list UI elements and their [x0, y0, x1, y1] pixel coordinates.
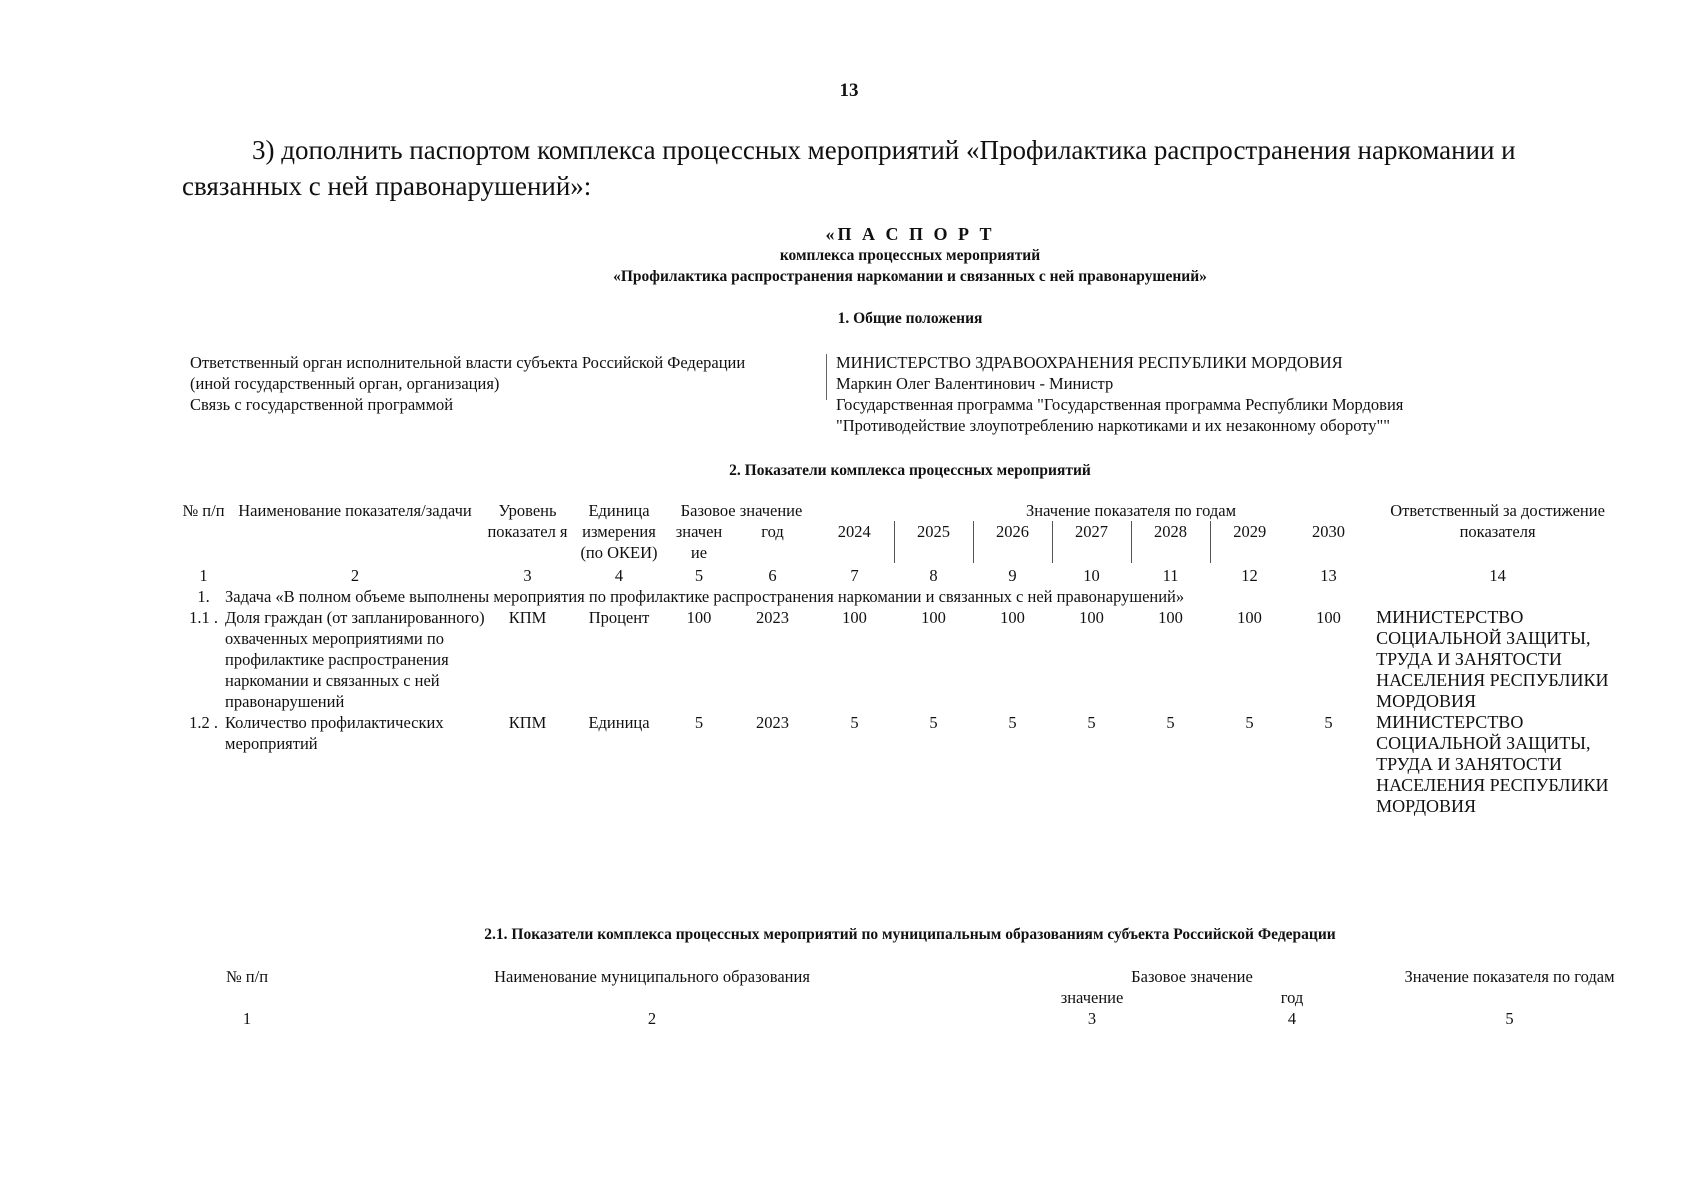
mun-colnum-4: 4 — [1287, 1009, 1297, 1028]
mun-header-by-years: Значение показателя по годам — [1404, 967, 1615, 986]
header-name: Наименование показателя/задачи — [238, 501, 472, 520]
row-value-2024: 5 — [850, 713, 859, 732]
mun-colnum-2: 2 — [647, 1009, 657, 1028]
colnum-14: 14 — [1489, 566, 1506, 585]
passport-title-block — [0, 224, 1698, 287]
colnum-7: 7 — [850, 566, 859, 585]
row-value-2029: 100 — [1237, 608, 1262, 627]
header-year-2027: 2027 — [1052, 521, 1131, 563]
header-level: Уровень показател я — [487, 501, 568, 541]
header-by-years: Значение показателя по годам — [1026, 501, 1237, 520]
general-label-program: Связь с государственной программой — [190, 395, 454, 414]
mun-header-base-value: значение — [1060, 988, 1124, 1007]
row-value-2026: 5 — [1008, 713, 1017, 732]
row-value-2024: 100 — [842, 608, 867, 627]
passport-name: «Профилактика распространения наркомании и связанных с ней правонарушений» — [613, 268, 1207, 285]
colnum-2: 2 — [350, 566, 360, 585]
general-value-program-1: Государственная программа "Государственная программа Республики Мордовия — [836, 395, 1404, 414]
colnum-11: 11 — [1162, 566, 1179, 585]
row-unit: Единица — [588, 713, 650, 732]
column-numbers-row — [182, 563, 1627, 586]
mun-header-base: Базовое значение — [1131, 967, 1253, 986]
general-label-organ: Ответственный орган исполнительной власти субъекта Российской Федерации — [190, 353, 746, 372]
mun-header-name: Наименование муниципального образования — [494, 967, 810, 986]
general-values — [836, 352, 1536, 436]
mun-colnum-3: 3 — [1087, 1009, 1097, 1028]
task-row — [182, 586, 1627, 607]
row-value-2027: 5 — [1087, 713, 1096, 732]
task-text: Задача «В полном объеме выполнены мероприятия по профилактике распространения наркомании и связанных с ней правонарушений» — [225, 587, 1185, 606]
row-level: КПМ — [508, 713, 547, 732]
header-year-2024: 2024 — [837, 522, 871, 541]
row-level: КПМ — [508, 608, 547, 627]
row-value-2030: 100 — [1316, 608, 1341, 627]
header-responsible: Ответственный за достижение показателя — [1390, 501, 1605, 541]
header-unit: Единица измерения (по ОКЕИ) — [580, 501, 658, 562]
mun-header-base-year: год — [1280, 988, 1304, 1007]
colnum-3: 3 — [523, 566, 532, 585]
row-value-2030: 5 — [1324, 713, 1333, 732]
colnum-4: 4 — [614, 566, 624, 585]
header-base: Базовое значение — [680, 501, 803, 520]
mun-header-num: № п/п — [225, 967, 269, 986]
row-base-year: 2023 — [756, 713, 789, 732]
section1-heading: 1. Общие положения — [837, 310, 983, 327]
row-value-2026: 100 — [1000, 608, 1025, 627]
indicators-table — [182, 500, 1627, 817]
header-year-2029: 2029 — [1210, 521, 1289, 563]
row-value-2028: 5 — [1166, 713, 1175, 732]
header-year-2025: 2025 — [894, 521, 973, 563]
row-unit: Процент — [588, 608, 650, 627]
municipal-table — [182, 966, 1627, 1029]
colnum-12: 12 — [1241, 566, 1258, 585]
header-base-year: год — [761, 522, 784, 541]
colnum-8: 8 — [929, 566, 938, 585]
header-base-value: значен ие — [675, 522, 723, 562]
colnum-9: 9 — [1008, 566, 1017, 585]
intro-paragraph: 3) дополнить паспортом комплекса процессных мероприятий «Профилактика распространения наркомании и связанных с ней правонарушений»: — [182, 135, 1516, 201]
row-base-year: 2023 — [756, 608, 789, 627]
general-labels — [190, 352, 830, 415]
row-responsible: МИНИСТЕРСТВО СОЦИАЛЬНОЙ ЗАЩИТЫ, ТРУДА И ЗАНЯТОСТИ НАСЕЛЕНИЯ РЕСПУБЛИКИ МОРДОВИЯ — [1376, 712, 1609, 816]
row-base-value: 100 — [686, 608, 712, 627]
mun-colnum-1: 1 — [242, 1009, 252, 1028]
general-label-organ-alt: (иной государственный орган, организация) — [190, 374, 500, 393]
colnum-10: 10 — [1083, 566, 1100, 585]
row-base-value: 5 — [694, 713, 704, 732]
row-name: Количество профилактических мероприятий — [225, 713, 444, 753]
passport-title: «П А С П О Р Т — [825, 224, 995, 244]
general-value-ministry: МИНИСТЕРСТВО ЗДРАВООХРАНЕНИЯ РЕСПУБЛИКИ МОРДОВИЯ — [836, 353, 1343, 372]
row-value-2027: 100 — [1079, 608, 1104, 627]
header-num: № п/п — [182, 501, 225, 520]
table-row — [182, 607, 1627, 712]
header-year-2026: 2026 — [973, 521, 1052, 563]
indicators-header-row-1 — [182, 500, 1627, 521]
row-num: 1.2 . — [189, 713, 218, 732]
passport-subtitle: комплекса процессных мероприятий — [779, 247, 1041, 264]
colnum-6: 6 — [768, 566, 777, 585]
row-value-2025: 5 — [929, 713, 938, 732]
general-value-minister: Маркин Олег Валентинович - Министр — [836, 374, 1114, 393]
header-year-2028: 2028 — [1131, 521, 1210, 563]
section2-heading: 2. Показатели комплекса процессных мероприятий — [729, 462, 1091, 479]
general-divider — [826, 354, 827, 400]
municipal-column-numbers-row — [182, 1008, 1627, 1029]
colnum-1: 1 — [199, 566, 208, 585]
task-num: 1. — [197, 587, 210, 606]
mun-colnum-5: 5 — [1505, 1009, 1514, 1028]
general-value-program-2: "Противодействие злоупотреблению наркотиками и их незаконному обороту"" — [836, 416, 1390, 435]
row-num: 1.1 . — [189, 608, 218, 627]
colnum-5: 5 — [694, 566, 704, 585]
header-year-2030: 2030 — [1312, 522, 1346, 541]
page-number: 13 — [839, 80, 859, 101]
municipal-header-row-1 — [182, 966, 1627, 987]
section21-heading: 2.1. Показатели комплекса процессных мероприятий по муниципальным образованиям субъекта Российской Федерации — [484, 926, 1336, 943]
colnum-13: 13 — [1320, 566, 1337, 585]
row-value-2028: 100 — [1158, 608, 1183, 627]
row-value-2029: 5 — [1245, 713, 1254, 732]
row-value-2025: 100 — [921, 608, 946, 627]
row-name: Доля граждан (от запланированного) охваченных мероприятиями по профилактике распространения наркомании и связанных с ней правонарушений — [225, 608, 485, 711]
table-row — [182, 712, 1627, 817]
row-responsible: МИНИСТЕРСТВО СОЦИАЛЬНОЙ ЗАЩИТЫ, ТРУДА И ЗАНЯТОСТИ НАСЕЛЕНИЯ РЕСПУБЛИКИ МОРДОВИЯ — [1376, 607, 1609, 711]
